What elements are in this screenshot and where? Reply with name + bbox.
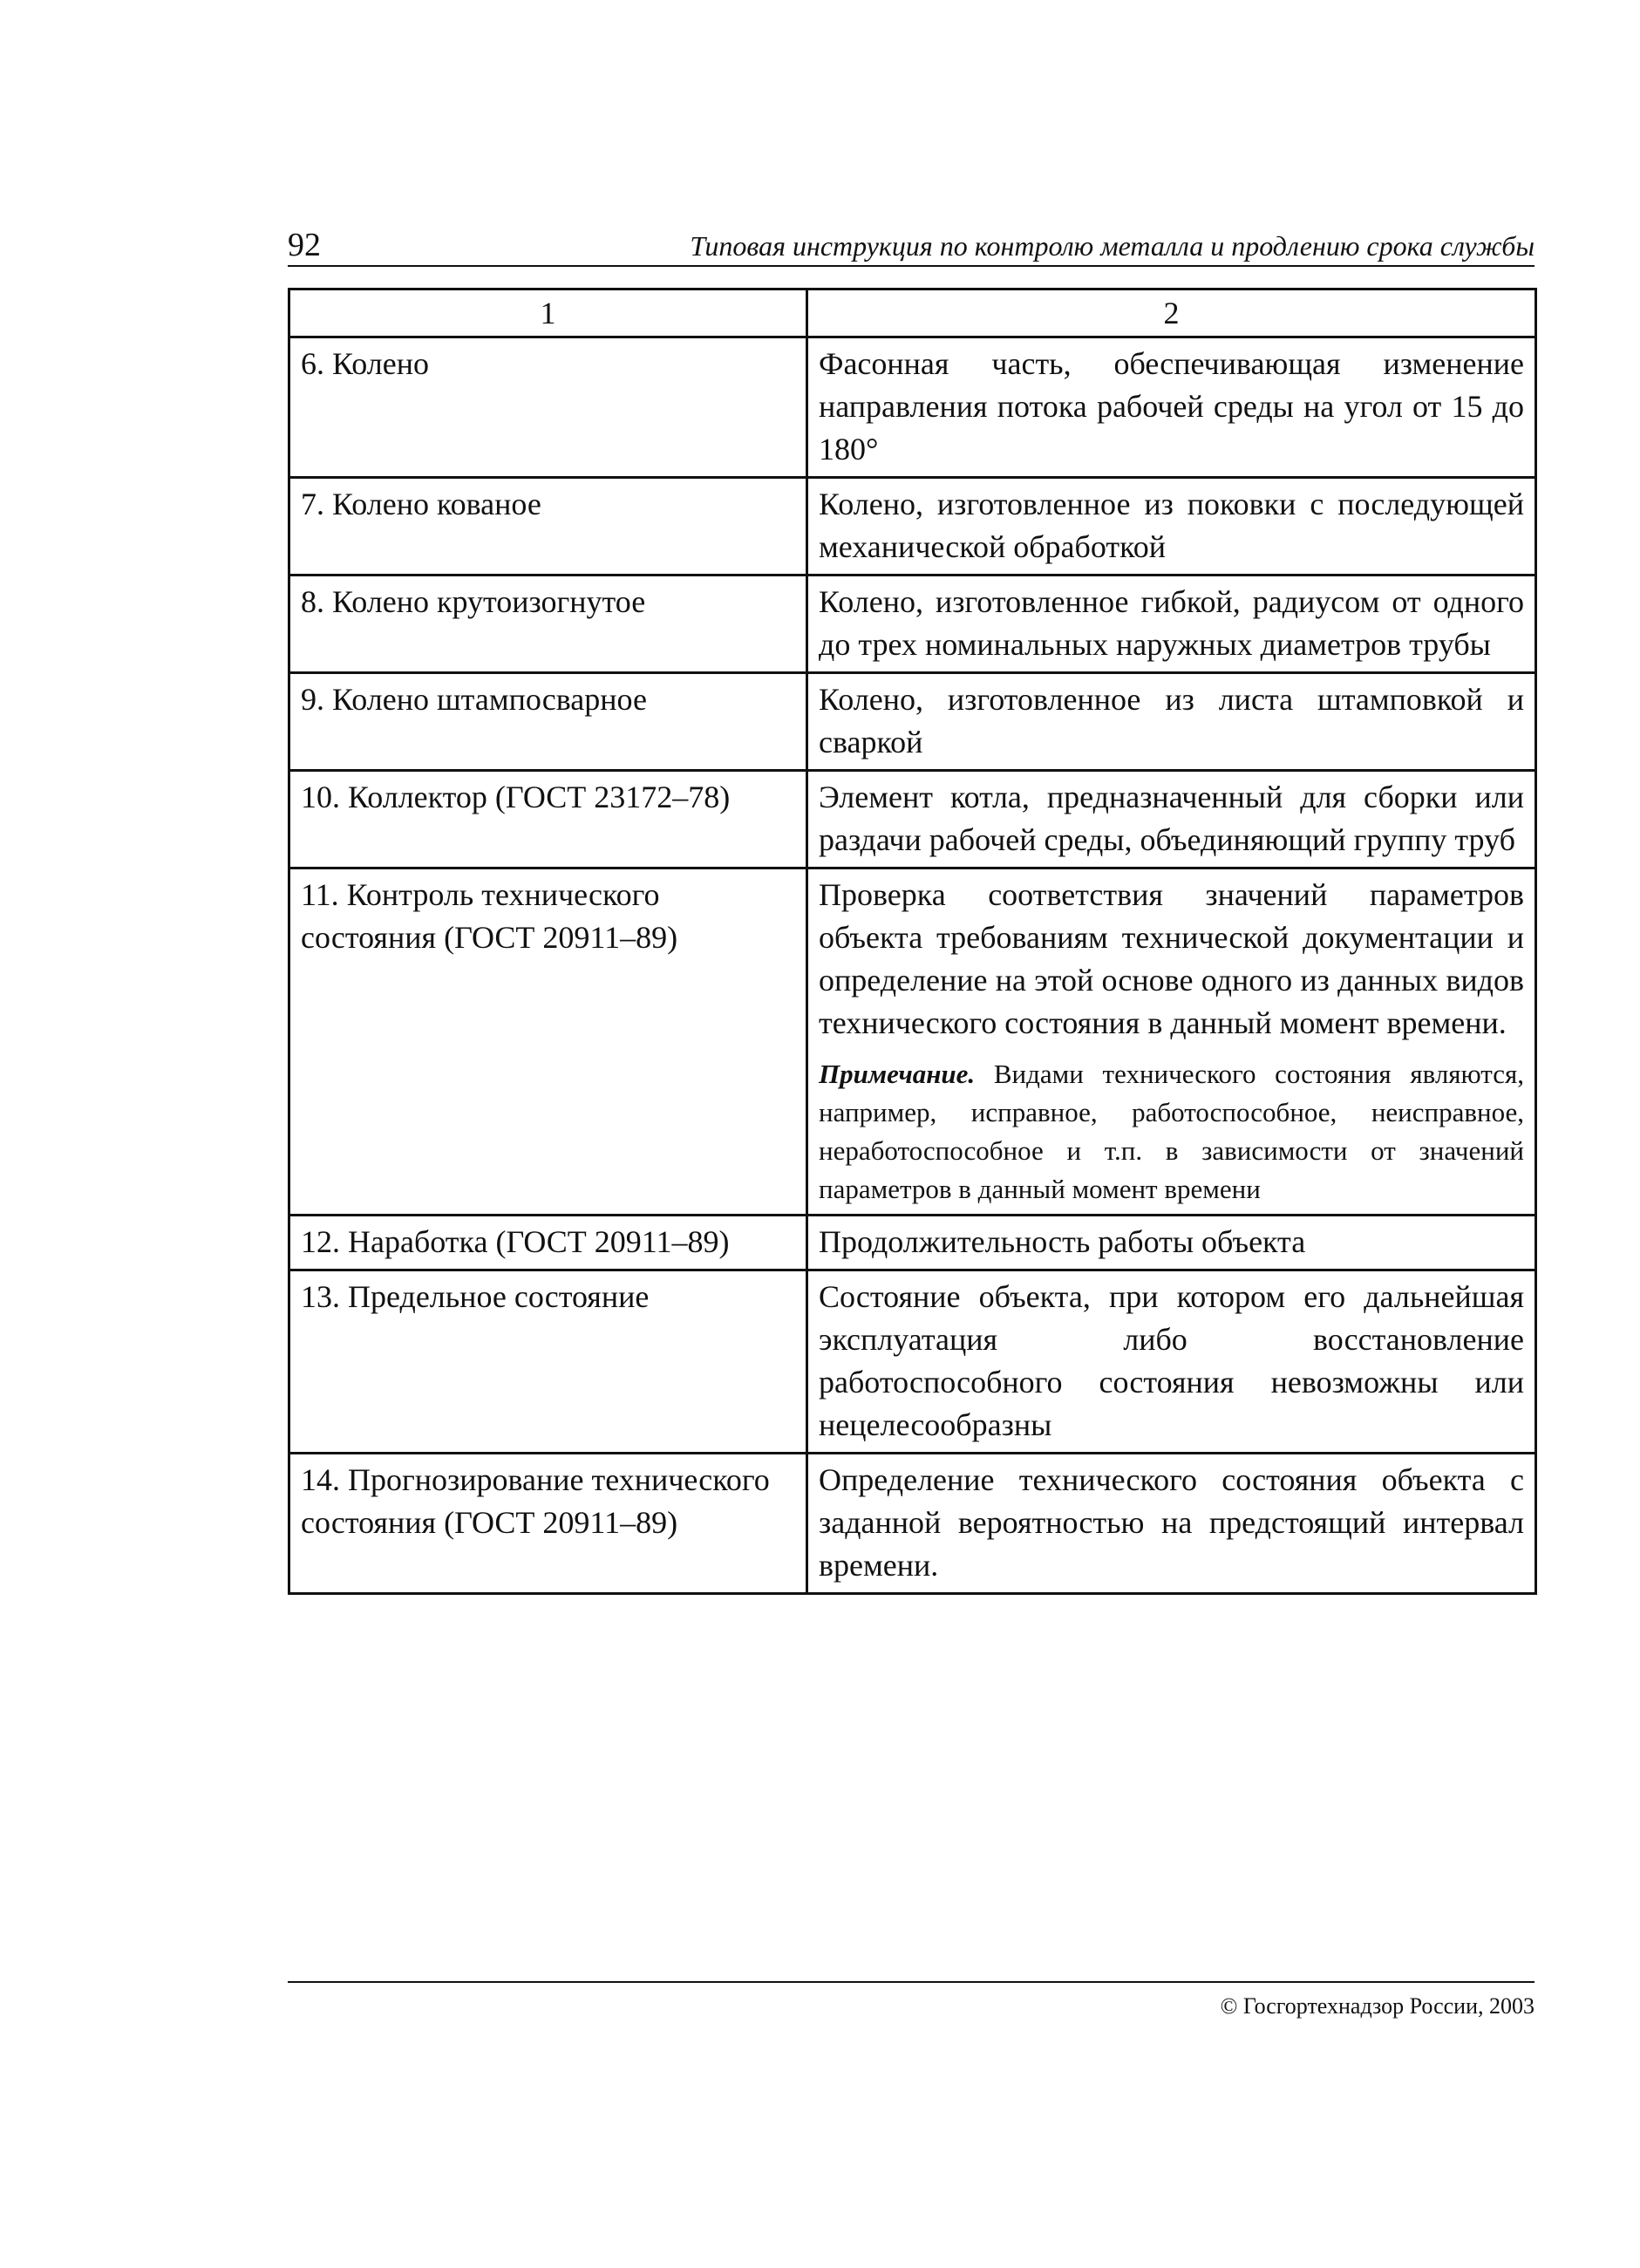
page-number: 92 (288, 227, 321, 263)
definition-text: Продолжительность работы объекта (819, 1224, 1306, 1259)
table-header (289, 289, 1536, 337)
table-row (289, 1270, 1536, 1454)
table-header-row (289, 289, 1536, 337)
definition-text: Элемент котла, предназначенный для сборки или раздачи рабочей среды, объединяющий группу труб (819, 780, 1524, 857)
table-row (289, 478, 1536, 576)
definition-text: Колено, изготовленное из поковки с последующей механической обработкой (819, 487, 1524, 564)
definition-cell (807, 771, 1536, 868)
table-body (289, 337, 1536, 1594)
definition-text: Проверка соответствия значений параметров объекта требованиям технической документации и определение на этой основе одного из данных видов технического состояния в данный момент времени. (819, 877, 1524, 1040)
term-cell: 9. Колено штампосварное (289, 673, 807, 771)
running-title: Типовая инструкция по контролю металла и продлению срока службы (690, 230, 1535, 262)
table-row (289, 337, 1536, 478)
definition-cell (807, 1454, 1536, 1594)
term-cell: 6. Колено (289, 337, 807, 478)
definition-cell (807, 1270, 1536, 1454)
term-cell: 12. Наработка (ГОСТ 20911–89) (289, 1216, 807, 1270)
table-row (289, 1216, 1536, 1270)
table-row (289, 1454, 1536, 1594)
term-cell: 7. Колено кованое (289, 478, 807, 576)
page-header (288, 216, 1535, 267)
note-label: Примечание. (819, 1059, 976, 1089)
terms-table (288, 288, 1537, 1595)
definition-text: Колено, изготовленное из листа штамповкой и сваркой (819, 682, 1524, 759)
term-cell: 13. Предельное состояние (289, 1270, 807, 1454)
term-cell: 14. Прогнозирование технического состояния (ГОСТ 20911–89) (289, 1454, 807, 1594)
definition-cell (807, 576, 1536, 673)
table-row (289, 673, 1536, 771)
column-header-1: 1 (289, 289, 807, 337)
copyright: © Госгортехнадзор России, 2003 (1220, 1993, 1535, 2019)
term-cell: 10. Коллектор (ГОСТ 23172–78) (289, 771, 807, 868)
term-cell: 11. Контроль технического состояния (ГОСТ 20911–89) (289, 868, 807, 1216)
definition-cell (807, 673, 1536, 771)
definition-text: Состояние объекта, при котором его дальнейшая эксплуатация либо восстановление работоспособного состояния невозможны или нецелесообразны (819, 1279, 1524, 1442)
table-row (289, 868, 1536, 1216)
definition-cell (807, 337, 1536, 478)
definition-cell (807, 868, 1536, 1216)
definition-text: Определение технического состояния объекта с заданной вероятностью на предстоящий интервал времени. (819, 1462, 1524, 1583)
definition-text: Фасонная часть, обеспечивающая изменение направления потока рабочей среды на угол от 15 до 180° (819, 346, 1524, 467)
definition-cell (807, 478, 1536, 576)
table-row (289, 576, 1536, 673)
note-text: Видами технического состояния являются, например, исправное, работоспособное, неисправное, неработоспособное и т.п. в зависимости от значений параметров в данный момент времени (819, 1059, 1525, 1204)
table-row (289, 771, 1536, 868)
column-header-2: 2 (807, 289, 1536, 337)
term-cell: 8. Колено крутоизогнутое (289, 576, 807, 673)
definition-text: Колено, изготовленное гибкой, радиусом от одного до трех номинальных наружных диаметров трубы (819, 584, 1524, 662)
note (819, 1055, 1524, 1209)
footer-rule (288, 1981, 1535, 1983)
definition-cell (807, 1216, 1536, 1270)
